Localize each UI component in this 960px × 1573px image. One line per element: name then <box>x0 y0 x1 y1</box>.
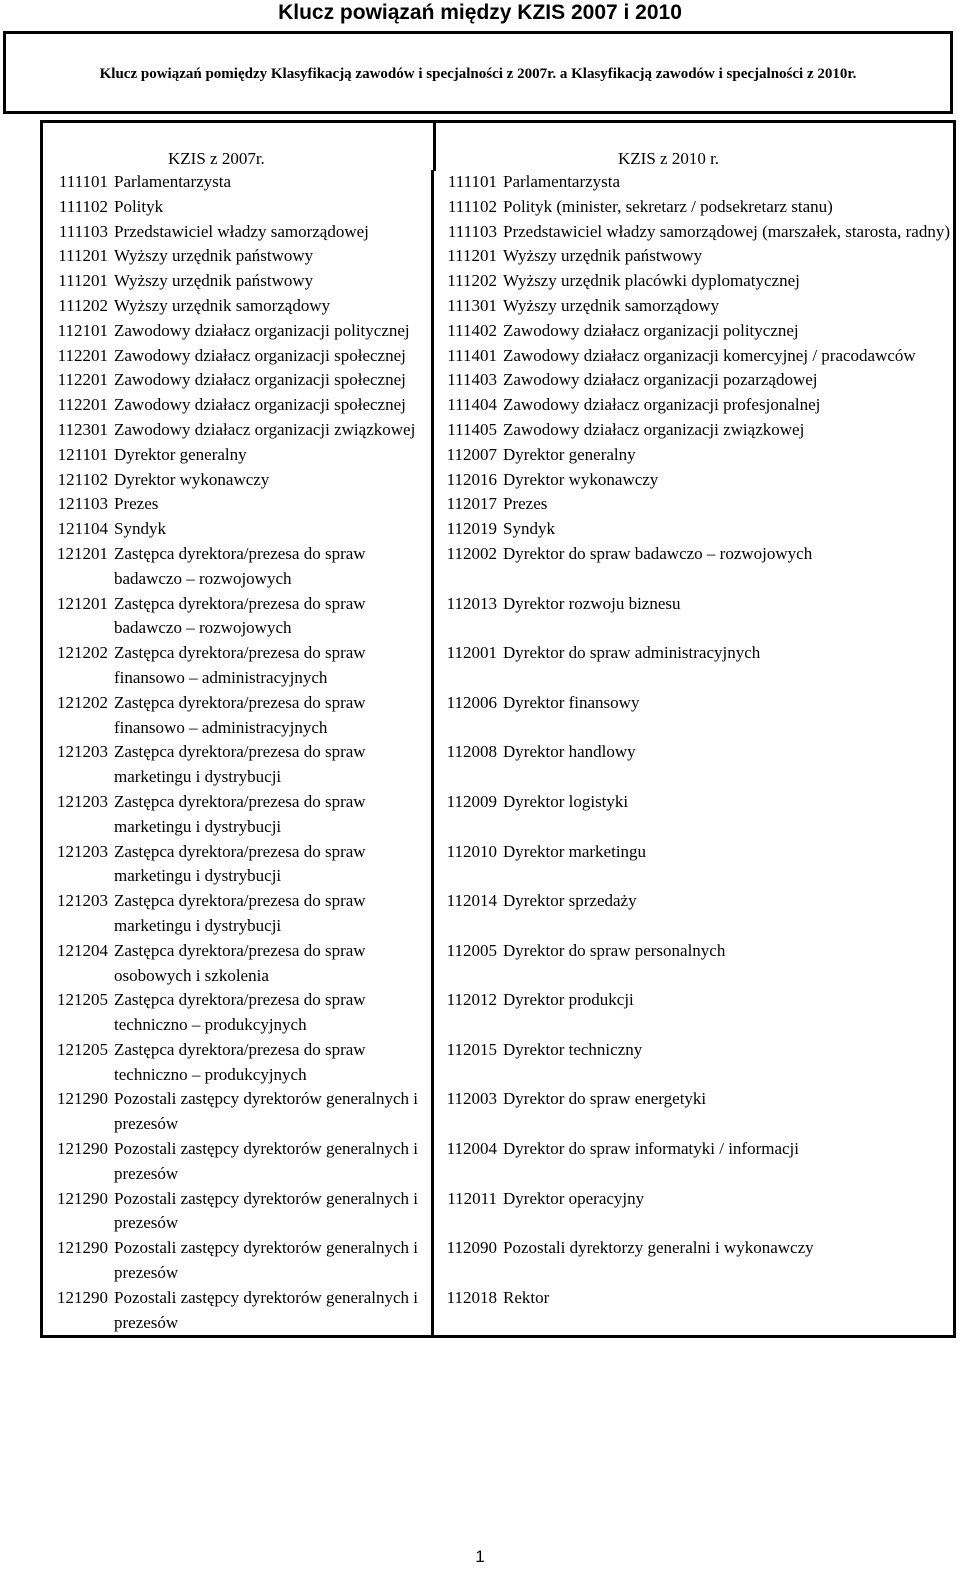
code-2007: 121101 <box>57 444 108 464</box>
name-2010: Pozostali dyrektorzy generalni i wykonawczy <box>503 1238 814 1258</box>
code-2007: 111103 <box>58 221 108 241</box>
name-2010: Dyrektor handlowy <box>503 742 636 762</box>
name-2010: Dyrektor marketingu <box>503 841 647 861</box>
table-row <box>43 319 956 344</box>
name-2007: Pozostali zastępcy dyrektorów generalnych i prezesów <box>111 1286 434 1336</box>
code-2007: 111201 <box>58 271 108 291</box>
table-row <box>43 1236 956 1286</box>
code-2010: 112019 <box>446 519 497 539</box>
code-2007: 112301 <box>57 419 108 439</box>
code-2010: 112018 <box>446 1287 497 1307</box>
table-row <box>43 468 956 493</box>
name-2010: Zawodowy działacz organizacji związkowej <box>503 419 805 439</box>
name-2007: Polityk <box>111 195 434 220</box>
table-row <box>43 542 956 592</box>
table-row <box>43 443 956 468</box>
code-2007: 121201 <box>57 543 108 563</box>
table-row <box>43 170 956 195</box>
code-2007: 121203 <box>57 791 108 811</box>
name-2007: Wyższy urzędnik samorządowy <box>111 294 434 319</box>
name-2007: Pozostali zastępcy dyrektorów generalnych i prezesów <box>111 1137 434 1187</box>
code-2007: 121290 <box>57 1287 108 1307</box>
name-2007: Zastępca dyrektora/prezesa do spraw techniczno – produkcyjnych <box>111 1038 434 1088</box>
code-2007: 121203 <box>57 742 108 762</box>
table-row <box>43 220 956 245</box>
code-2010: 111401 <box>447 345 497 365</box>
name-2007: Prezes <box>111 492 434 517</box>
name-2010: Dyrektor produkcji <box>503 990 634 1010</box>
code-2007: 111202 <box>58 295 108 315</box>
name-2010: Dyrektor operacyjny <box>503 1188 645 1208</box>
name-2007: Pozostali zastępcy dyrektorów generalnych i prezesów <box>111 1087 434 1137</box>
code-2010: 112010 <box>446 841 497 861</box>
code-2007: 121202 <box>57 643 108 663</box>
table-row <box>43 368 956 393</box>
name-2010: Dyrektor rozwoju biznesu <box>503 593 681 613</box>
code-2010: 112016 <box>446 469 497 489</box>
code-2010: 112009 <box>446 791 497 811</box>
code-2007: 121204 <box>57 940 108 960</box>
name-2007: Wyższy urzędnik państwowy <box>111 244 434 269</box>
name-2010: Dyrektor wykonawczy <box>503 469 659 489</box>
name-2007: Zawodowy działacz organizacji społecznej <box>111 344 434 369</box>
name-2010: Parlamentarzysta <box>503 172 621 191</box>
table-row <box>43 1137 956 1187</box>
code-2010: 111101 <box>447 172 497 191</box>
code-2010: 112017 <box>446 494 497 514</box>
name-2010: Dyrektor generalny <box>503 444 636 464</box>
name-2007: Zastępca dyrektora/prezesa do spraw osobowych i szkolenia <box>111 939 434 989</box>
name-2007: Parlamentarzysta <box>111 170 434 195</box>
name-2007: Zawodowy działacz organizacji społecznej <box>111 368 434 393</box>
code-2010: 112013 <box>446 593 497 613</box>
column-header-2010: KZIS z 2010 r. <box>618 149 720 168</box>
code-2010: 111202 <box>447 271 497 291</box>
code-2010: 112003 <box>446 1089 497 1109</box>
table-row <box>43 939 956 989</box>
name-2007: Zawodowy działacz organizacji społecznej <box>111 393 434 418</box>
table-row <box>43 889 956 939</box>
table-row <box>43 840 956 890</box>
name-2007: Przedstawiciel władzy samorządowej <box>111 220 434 245</box>
code-2010: 111402 <box>447 320 497 340</box>
code-2007: 121205 <box>57 1039 108 1059</box>
document-subtitle: Klucz powiązań pomiędzy Klasyfikacją zawodów i specjalności z 2007r. a Klasyfikacją zawodów i specjalności z 2010r. <box>99 66 857 82</box>
table-row <box>43 988 956 1038</box>
code-2010: 112014 <box>446 891 497 911</box>
table-row <box>43 641 956 691</box>
name-2007: Zastępca dyrektora/prezesa do spraw marketingu i dystrybucji <box>111 889 434 939</box>
name-2007: Zastępca dyrektora/prezesa do spraw marketingu i dystrybucji <box>111 840 434 890</box>
code-2007: 111101 <box>58 172 108 191</box>
code-2010: 112007 <box>446 444 497 464</box>
name-2010: Zawodowy działacz organizacji profesjonalnej <box>503 395 821 415</box>
name-2010: Zawodowy działacz organizacji komercyjnej / pracodawców <box>503 345 916 365</box>
name-2010: Wyższy urzędnik placówki dyplomatycznej <box>503 271 800 291</box>
table-row <box>43 1038 956 1088</box>
mapping-table <box>40 170 956 1338</box>
table-row <box>43 1087 956 1137</box>
code-2007: 112201 <box>57 370 108 390</box>
name-2007: Zastępca dyrektora/prezesa do spraw marketingu i dystrybucji <box>111 740 434 790</box>
code-2007: 121203 <box>57 891 108 911</box>
name-2010: Dyrektor finansowy <box>503 692 640 712</box>
table-row <box>43 592 956 642</box>
code-2007: 121290 <box>57 1238 108 1258</box>
table-row <box>43 294 956 319</box>
table-row <box>43 195 956 220</box>
code-2010: 111301 <box>447 295 497 315</box>
name-2007: Zastępca dyrektora/prezesa do spraw badawczo – rozwojowych <box>111 542 434 592</box>
name-2007: Zastępca dyrektora/prezesa do spraw techniczno – produkcyjnych <box>111 988 434 1038</box>
code-2007: 121201 <box>57 593 108 613</box>
name-2010: Dyrektor do spraw energetyki <box>503 1089 707 1109</box>
table-row <box>43 269 956 294</box>
table-row <box>43 740 956 790</box>
name-2007: Zawodowy działacz organizacji politycznej <box>111 319 434 344</box>
name-2010: Przedstawiciel władzy samorządowej (marszałek, starosta, radny) <box>503 221 951 241</box>
name-2010: Zawodowy działacz organizacji pozarządowej <box>503 370 818 390</box>
name-2010: Wyższy urzędnik samorządowy <box>503 295 720 315</box>
code-2007: 111102 <box>58 196 108 216</box>
code-2010: 112002 <box>446 543 497 563</box>
name-2010: Dyrektor do spraw informatyki / informacji <box>503 1139 800 1159</box>
table-row <box>43 691 956 741</box>
name-2007: Zastępca dyrektora/prezesa do spraw finansowo – administracyjnych <box>111 691 434 741</box>
code-2010: 112011 <box>447 1188 497 1208</box>
code-2010: 111404 <box>447 395 497 415</box>
name-2007: Pozostali zastępcy dyrektorów generalnych i prezesów <box>111 1187 434 1237</box>
table-row <box>43 790 956 840</box>
name-2010: Dyrektor sprzedaży <box>503 891 637 911</box>
name-2007: Zastępca dyrektora/prezesa do spraw badawczo – rozwojowych <box>111 592 434 642</box>
name-2010: Dyrektor do spraw personalnych <box>503 940 726 960</box>
code-2007: 111201 <box>58 246 108 266</box>
code-2010: 111102 <box>447 196 497 216</box>
code-2007: 121290 <box>57 1188 108 1208</box>
code-2010: 112015 <box>446 1039 497 1059</box>
name-2010: Dyrektor do spraw badawczo – rozwojowych <box>503 543 813 563</box>
code-2010: 112006 <box>446 692 497 712</box>
code-2007: 112101 <box>57 320 108 340</box>
code-2010: 111403 <box>447 370 497 390</box>
document-title: Klucz powiązań między KZIS 2007 i 2010 <box>278 1 682 24</box>
name-2010: Wyższy urzędnik państwowy <box>503 246 703 266</box>
code-2007: 121203 <box>57 841 108 861</box>
name-2007: Dyrektor generalny <box>111 443 434 468</box>
name-2007: Wyższy urzędnik państwowy <box>111 269 434 294</box>
name-2007: Syndyk <box>111 517 434 542</box>
table-row <box>43 1286 956 1336</box>
table-row <box>43 244 956 269</box>
code-2010: 112001 <box>446 643 497 663</box>
name-2007: Dyrektor wykonawczy <box>111 468 434 493</box>
code-2007: 121290 <box>57 1089 108 1109</box>
code-2007: 121205 <box>57 990 108 1010</box>
table-row <box>43 517 956 542</box>
code-2007: 121102 <box>57 469 108 489</box>
name-2007: Zastępca dyrektora/prezesa do spraw finansowo – administracyjnych <box>111 641 434 691</box>
page-number: 1 <box>475 1547 485 1566</box>
name-2010: Polityk (minister, sekretarz / podsekretarz stanu) <box>503 196 833 216</box>
code-2007: 121202 <box>57 692 108 712</box>
table-row <box>43 418 956 443</box>
code-2007: 121104 <box>57 519 108 539</box>
code-2010: 112005 <box>446 940 497 960</box>
code-2010: 111405 <box>447 419 497 439</box>
table-row <box>43 344 956 369</box>
code-2007: 121290 <box>57 1139 108 1159</box>
code-2007: 112201 <box>57 395 108 415</box>
code-2010: 112090 <box>446 1238 497 1258</box>
code-2010: 112004 <box>446 1139 497 1159</box>
name-2010: Dyrektor do spraw administracyjnych <box>503 643 761 663</box>
column-header-2007: KZIS z 2007r. <box>168 149 265 168</box>
name-2010: Dyrektor techniczny <box>503 1039 643 1059</box>
name-2007: Zawodowy działacz organizacji związkowej <box>111 418 434 443</box>
name-2010: Dyrektor logistyki <box>503 791 629 811</box>
name-2007: Pozostali zastępcy dyrektorów generalnych i prezesów <box>111 1236 434 1286</box>
subtitle-box <box>3 31 953 114</box>
code-2010: 111103 <box>447 221 497 241</box>
name-2010: Syndyk <box>503 519 555 539</box>
code-2010: 111201 <box>447 246 497 266</box>
table-row <box>43 393 956 418</box>
table-row <box>43 1187 956 1237</box>
code-2010: 112008 <box>446 742 497 762</box>
table-row <box>43 492 956 517</box>
name-2010: Zawodowy działacz organizacji politycznej <box>503 320 799 340</box>
name-2010: Rektor <box>503 1287 550 1307</box>
code-2007: 121103 <box>57 494 108 514</box>
name-2007: Zastępca dyrektora/prezesa do spraw marketingu i dystrybucji <box>111 790 434 840</box>
code-2007: 112201 <box>57 345 108 365</box>
code-2010: 112012 <box>446 990 497 1010</box>
name-2010: Prezes <box>503 494 548 514</box>
